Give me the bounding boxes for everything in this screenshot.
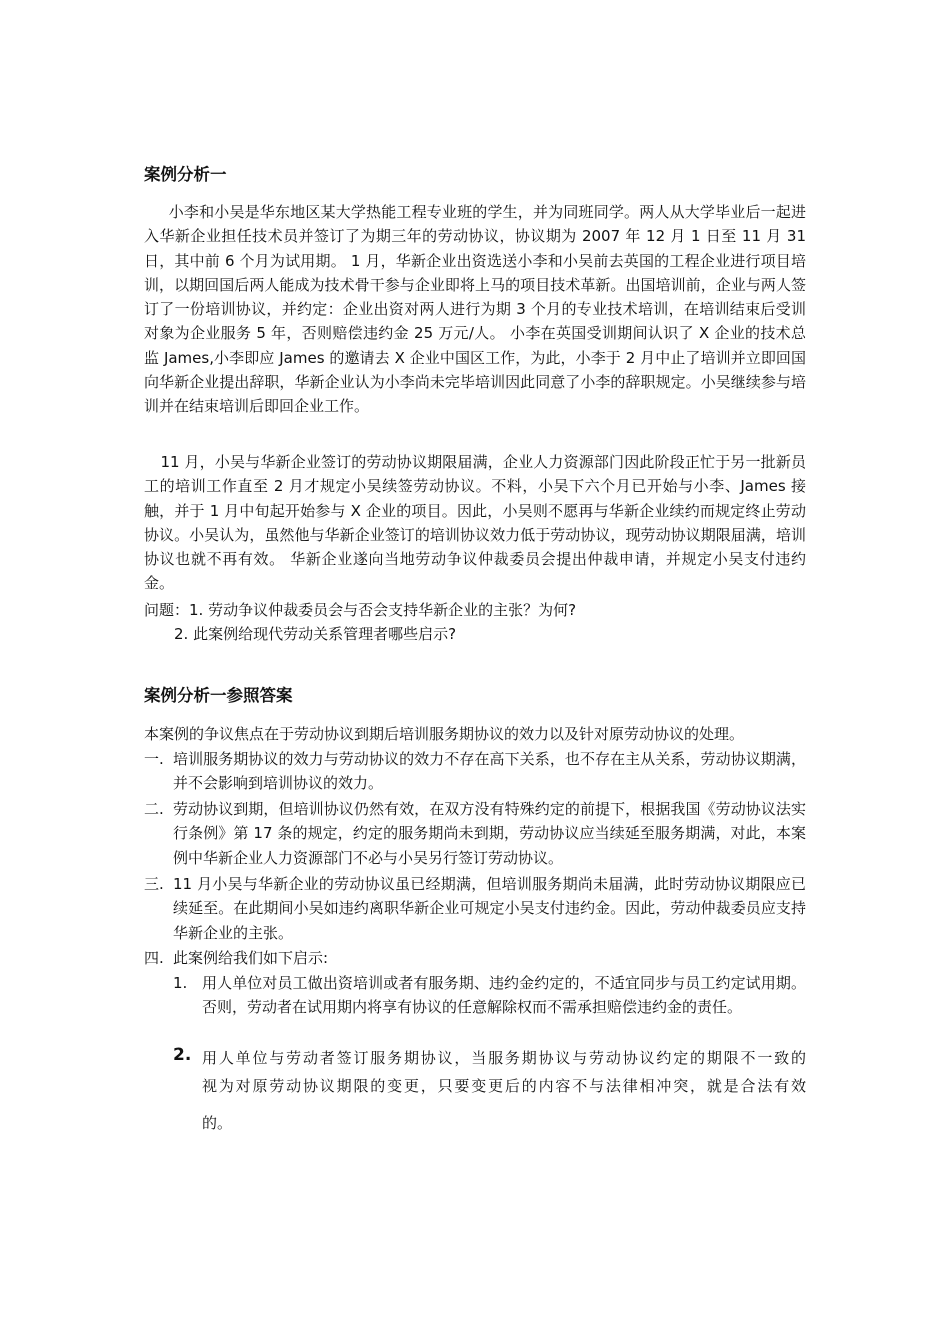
list-item-number: 二. <box>144 800 164 818</box>
case-paragraph-2: 11 月，小吴与华新企业签订的劳动协议期限届满，企业人力资源部门因此阶段正忙于另一批新员工的培训工作直至 2 月才规定小吴续签劳动协议。不料，小吴下六个月已开始与小李、James 接触，并于 1 月中旬起开始参与 X 企业的项目。因此，小吴则不愿再与华新企业续约而规定终止劳动协议。小吴认为，虽然他与华新企业签订的培训协议效力低于劳动协议，现劳动协议期限届满，培训协议也就不再有效。 华新企业遂向当地劳动争议仲裁委员会提出仲裁申请，并规定小吴支付违约金。 <box>144 453 806 593</box>
answer-intro: 本案例的争议焦点在于劳动协议到期后培训服务期协议的效力以及针对原劳动协议的处理。 <box>144 725 745 743</box>
list-item <box>144 747 806 796</box>
sub-list-item <box>173 1045 806 1070</box>
sub-list-item-line-1: 用人单位与劳动者签订服务期协议，当服务期协议与劳动协议约定的期限不一致的 <box>202 1049 806 1067</box>
list-item-number: 一. <box>144 750 164 768</box>
list-item-text: 劳动协议到期，但培训协议仍然有效，在双方没有特殊约定的前提下，根据我国《劳动协议法实行条例》第 17 条的规定，约定的服务期尚未到期，劳动协议应当续延至服务期满，对此，本案例中华新企业人力资源部门不必与小吴另行签订劳动协议。 <box>173 800 806 867</box>
case-title: 案例分析一 <box>144 165 227 184</box>
list-item-text: 11 月小吴与华新企业的劳动协议虽已经期满，但培训服务期尚未届满，此时劳动协议期限应已续延至。在此期间小吴如违约离职华新企业可规定小吴支付违约金。因此，劳动仲裁委员应支持华新企业的主张。 <box>173 875 806 942</box>
sub-list-item-number: 1. <box>173 974 188 992</box>
question-2: 2. 此案例给现代劳动关系管理者哪些启示? <box>174 625 457 643</box>
answer-title: 案例分析一参照答案 <box>144 686 293 705</box>
sub-list-item-line-3: 的。 <box>202 1114 233 1132</box>
list-item-text: 此案例给我们如下启示: <box>173 949 329 967</box>
sub-list-item-number: 2. <box>173 1045 192 1065</box>
case-paragraph-1: 小李和小吴是华东地区某大学热能工程专业班的学生，并为同班同学。两人从大学毕业后一起进入华新企业担任技术员并签订了为期三年的劳动协议，协议期为 2007 年 12 月 1 日至 11 月 31 日，其中前 6 个月为试用期。 1 月，华新企业出资选送小李和小吴前去英国的工程企业进行项目培训，以期回国后两人能成为技术骨干参与企业即将上马的项目技术革新。出国培训前，企业与两人签订了一份培训协议，并约定：企业出资对两人进行为期 3 个月的专业技术培训，在培训结束后受训对象为企业服务 5 年，否则赔偿违约金 25 万元/人。 小李在英国受训期间认识了 X 企业的技术总监 James,小李即应 James 的邀请去 X 企业中国区工作，为此，小李于 2 月中止了培训并立即回国向华新企业提出辞职，华新企业认为小李尚未完毕培训因此同意了小李的辞职规定。小吴继续参与培训并在结束培训后即回企业工作。 <box>144 203 806 416</box>
list-item-number: 三. <box>144 875 164 893</box>
list-item-text: 培训服务期协议的效力与劳动协议的效力不存在高下关系，也不存在主从关系，劳动协议期满，并不会影响到培训协议的效力。 <box>173 750 806 793</box>
sub-list-item-text: 用人单位对员工做出资培训或者有服务期、违约金约定的，不适宜同步与员工约定试用期。否则，劳动者在试用期内将享有协议的任意解除权而不需承担赔偿违约金的责任。 <box>202 974 806 1017</box>
sub-list-item <box>173 971 806 1020</box>
list-item <box>144 946 806 970</box>
list-item <box>144 872 806 945</box>
list-item-number: 四. <box>144 949 164 967</box>
list-item <box>144 797 806 870</box>
question-1: 问题：1. 劳动争议仲裁委员会与否会支持华新企业的主张？为何? <box>144 601 577 619</box>
sub-list-item-line-2: 视为对原劳动协议期限的变更，只要变更后的内容不与法律相冲突，就是合法有效 <box>202 1077 806 1095</box>
